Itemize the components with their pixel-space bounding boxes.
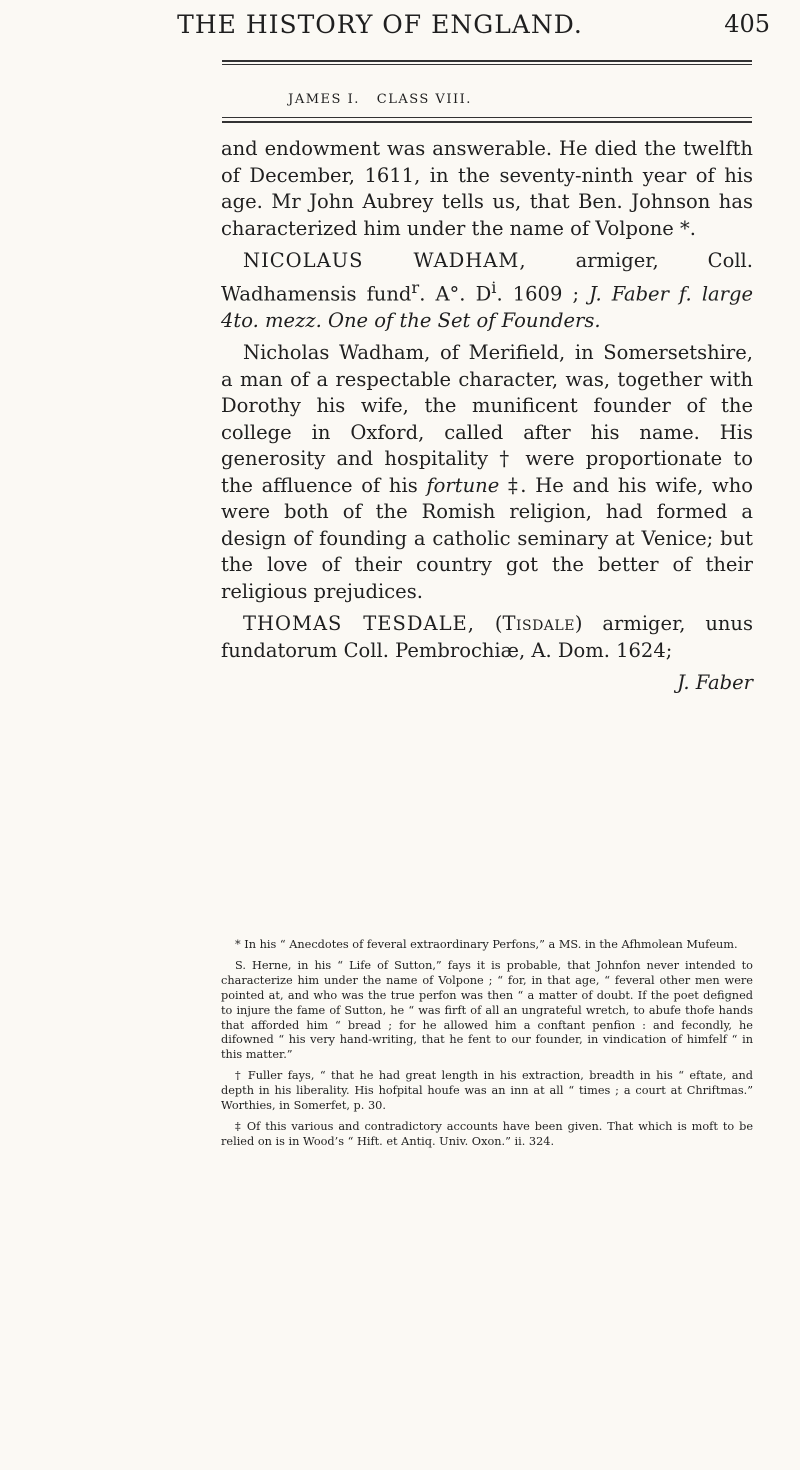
entry-name: NICOLAUS WADHAM,	[243, 249, 527, 272]
body-text	[221, 136, 753, 697]
engraver-credit: J. Faber f. large 4to. mezz. One of the Set of Founders.	[221, 282, 754, 332]
header-rule-bottom	[222, 121, 752, 123]
footnotes	[221, 938, 753, 1150]
section-heading: JAMES I. CLASS VIII.	[288, 92, 472, 107]
footnote: * In his “ Anecdotes of feveral extraordinary Perfons,” a MS. in the Afhmolean Mufeum.	[235, 938, 738, 951]
entry-wadham: NICOLAUS WADHAM, armiger, Coll. Wadhamensis fund$^r$. A°. $D^i$. 1609 ; J. Faber f. large 4to. mezz. One of the Set of Founders.	[221, 249, 754, 332]
footnote: S. Herne, in his “ Life of Sutton,” fays it is probable, that Johnfon never intended to characterize him under the name of Volpone ; “ for, in that age, “ feveral other men were pointed at, and who was the true perfon was then “ a matter of doubt. If the poet defigned to injure the fame of Sutton, he “ was firft of all an ungrateful wretch, to abufe thofe hands that afforded him “ bread ; for he allowed him a conftant penfion : and fecondly, he difowned “ his very hand-writing, that he fent to our founder, in vindication of himfelf “ in this matter.”	[221, 958, 753, 1062]
catchword: J. Faber	[677, 671, 753, 694]
header-rule-top-thin	[222, 64, 752, 65]
header-rule-bottom-thin	[222, 117, 752, 118]
paragraph-wadham-bio: Nicholas Wadham, of Merifield, in Somersetshire, a man of a respectable character, was, together with Dorothy his wife, the munificent founder of the college in Oxford, called after his name. His generosity and hospitality † were proportionate to the affluence of his fortune ‡. He and his wife, who were both of the Romish religion, had formed a design of founding a catholic seminary at Venice; but the love of their country got the better of their religious prejudices.	[221, 341, 754, 603]
entry-tesdale: THOMAS TESDALE, (Tisdale) armiger, unus fundatorum Coll. Pembrochiæ, A. Dom. 1624;	[221, 612, 753, 662]
footnote: † Fuller fays, “ that he had great length in his extraction, breadth in his “ eftate, and depth in his liberality. His hofpital houfe was an inn at all “ times ; a court at Chriftmas.” Worthies, in Somerfet, p. 30.	[221, 1069, 753, 1113]
running-head	[0, 10, 800, 50]
paragraph-continuation: and endowment was answerable. He died the twelfth of December, 1611, in the seventy-ninth year of his age. Mr John Aubrey tells us, that Ben. Johnson has characterized him under the name of Volpone *.	[221, 137, 753, 240]
header-rule-top	[222, 60, 752, 62]
running-title: THE HISTORY OF ENGLAND.	[177, 10, 583, 39]
page-number: 405	[724, 10, 770, 38]
entry-name: THOMAS TESDALE,	[243, 612, 475, 635]
footnote: ‡ Of this various and contradictory accounts have been given. That which is moft to be relied on is in Wood’s “ Hift. et Antiq. Univ. Oxon.” ii. 324.	[221, 1119, 753, 1148]
